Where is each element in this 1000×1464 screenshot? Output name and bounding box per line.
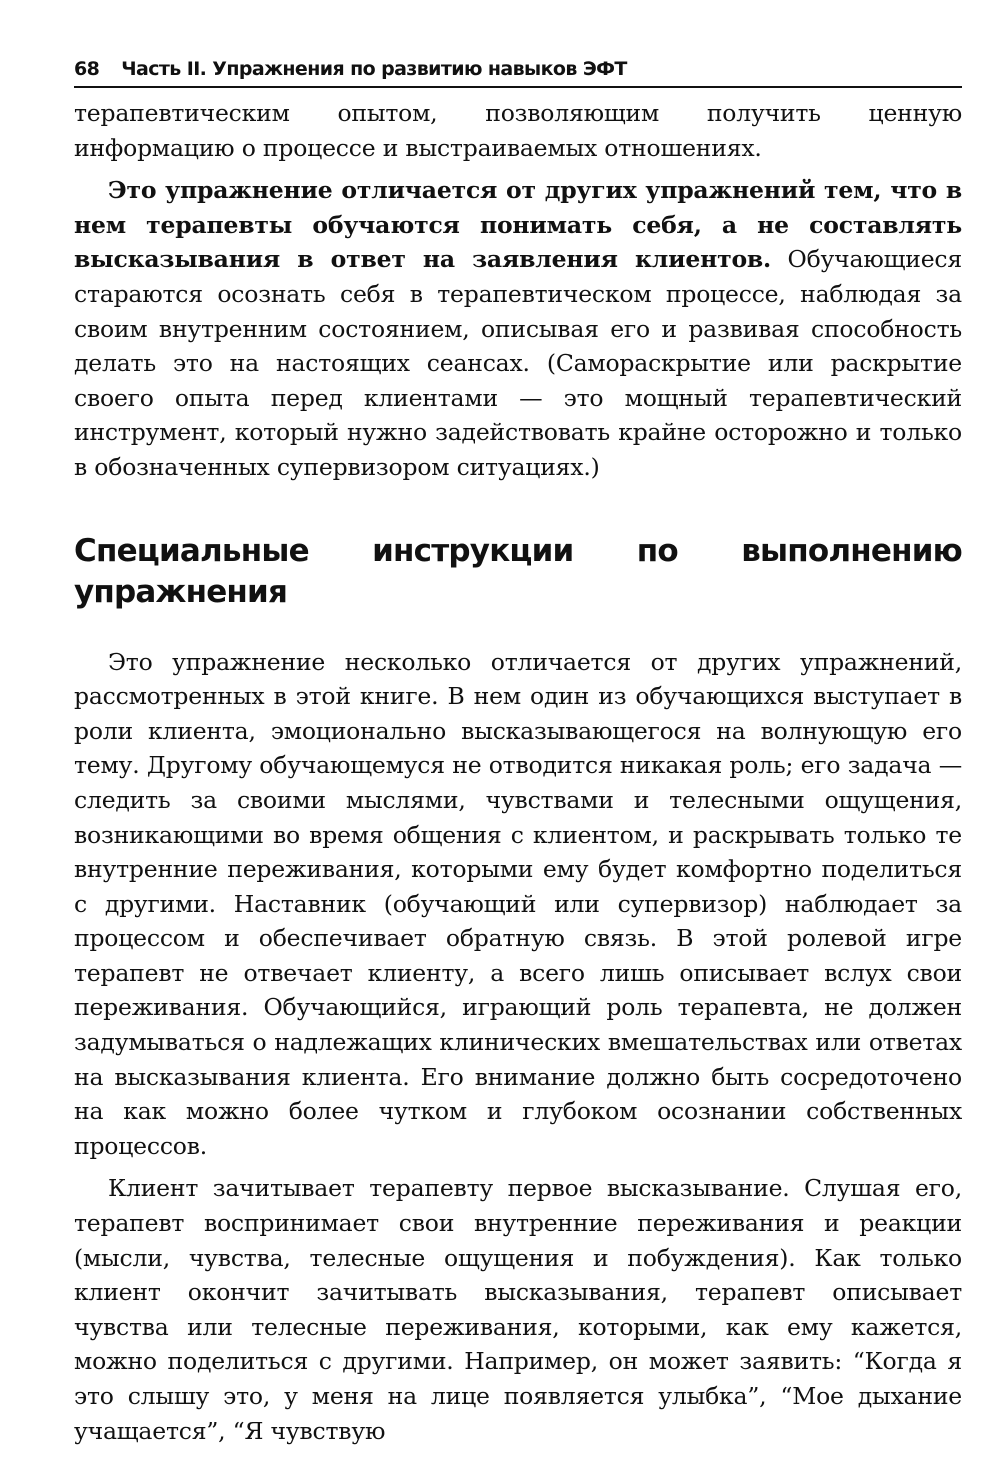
paragraph-continued: терапевтическим опытом, позволяющим получить ценную информацию о процессе и выстраиваемых отношениях.	[74, 99, 962, 162]
paragraph: Клиент зачитывает терапевту первое высказывание. Слушая его, терапевт воспринимает свои внутренние переживания и реакции (мысли, чувства, телесные ощущения и побуждения). Как только клиент окончит зачитывать высказывания, терапевт описывает чувства или телесные переживания, которыми, как ему кажется, можно поделиться с другими. Например, он может заявить: “Когда я это слышу это, у меня на лице появляется улыбка”, “Мое дыхание учащается”, “Я чувствую	[74, 1174, 962, 1445]
page-number: 68	[74, 58, 100, 80]
book-page	[74, 52, 962, 1448]
paragraph: Это упражнение несколько отличается от других упражнений, рассмотренных в этой книге. В нем один из обучающихся выступает в роли клиента, эмоционально высказывающегося на волнующую его тему. Другому обучающемуся не отводится никакая роль; его задача — следить за своими мыслями, чувствами и телесными ощущения, возникающими во время общения с клиентом, и раскрывать только те внутренние переживания, которыми ему будет комфортно поделиться с другими. Наставник (обучающий или супервизор) наблюдает за процессом и обеспечивает обратную связь. В этой ролевой игре терапевт не отвечает клиенту, а всего лишь описывает вслух свои переживания. Обучающийся, играющий роль терапевта, не должен задумываться о надлежащих клинических вмешательствах или ответах на высказывания клиента. Его внимание должно быть сосредоточено на как можно более чутком и глубоком осознании собственных процессов.	[74, 647, 962, 1160]
running-head-title: Часть II. Упражнения по развитию навыков ЭФТ	[121, 58, 627, 80]
section-heading: Специальные инструкции по выполнению упражнения	[74, 532, 962, 610]
bold-statement: Это упражнение отличается от других упражнений тем, что в нем терапевты обучаются понимать себя, а не составлять высказывания в ответ на заявления клиентов.	[74, 176, 962, 274]
running-head	[74, 52, 962, 88]
paragraph-text: Обучающиеся стараются осознать себя в терапевтическом процессе, наблюдая за своим внутренним состоянием, описывая его и развивая способность делать это на настоящих сеансах. (Самораскрытие или раскрытие своего опыта перед клиентами — это мощный терапевтический инструмент, который нужно задействовать крайне осторожно и только в обозначенных супервизором ситуациях.)	[74, 245, 962, 481]
body-text	[74, 96, 962, 1448]
paragraph	[74, 173, 962, 484]
